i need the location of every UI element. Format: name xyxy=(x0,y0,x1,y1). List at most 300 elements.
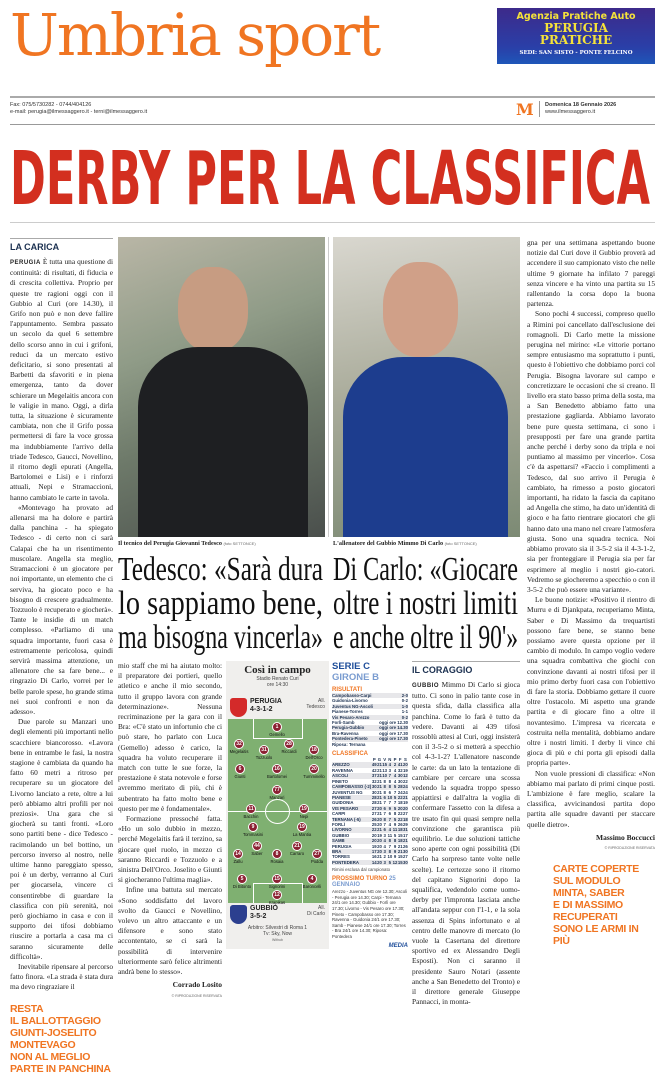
team-module: 3-5-2 xyxy=(250,913,267,920)
column-header: G xyxy=(377,757,382,763)
stat-cell: 13 xyxy=(382,767,388,773)
team-cell: PERUGIA xyxy=(332,843,352,849)
column-header: N xyxy=(388,757,392,763)
stat-cell: 4 xyxy=(383,843,386,849)
team-cell: BRA xyxy=(332,848,342,854)
stat-cell: 49 xyxy=(371,762,377,768)
stat-cell: 2 xyxy=(383,854,386,860)
title-row xyxy=(118,551,520,655)
stat-cell: 5 xyxy=(388,859,392,865)
match: Juventus NG-Ascoli xyxy=(332,703,373,709)
paragraph: una squadra importante, fuori casa è estremamente pericolosa, quindi servirà massima attenzione, un allenatore che sa fare bene... e ringrazio Di Carlo, vorrei per le belle parole spese, ho grande stima nei suoi confronti e non da adesso». xyxy=(10,625,113,716)
stat-cell: 4 xyxy=(388,821,392,827)
team-name: PERUGIA xyxy=(250,698,282,705)
left-article-column xyxy=(10,228,113,1075)
player-home xyxy=(240,804,262,819)
player-number: 16 xyxy=(272,764,282,774)
main-headline xyxy=(10,134,655,212)
stat-cell: 4 xyxy=(388,762,392,768)
photo-tedesco xyxy=(118,237,325,537)
player-number: 9 xyxy=(248,822,258,832)
stat-cell: 8 xyxy=(393,811,397,817)
title-line: Di Carlo: «Giocare xyxy=(333,551,518,588)
player-number: 19 xyxy=(299,804,309,814)
stat-cell: 21 xyxy=(403,838,408,844)
stat-cell: 7 xyxy=(388,816,392,822)
stat-cell: 3 xyxy=(383,848,386,854)
player-name: Tommasini xyxy=(242,832,263,837)
bottom-row xyxy=(118,661,520,1008)
paragraph: Mimmo Di Carlo si gioca tutto. Ci sono in palio tante cose in questa sfida, dalla classifica alla panchina. Come lo farà è tutto da vedere. Davanti ai 439 tifosi rossoblù attesi al Curi, oggi insisterà con il 3-5-2 o si metterà a specchio col 4-3-1-2? L'allenatore nasconde le carte: da un lato la tentazione di cambiare per cercare una scossa vedendo la squadra troppo spesso appiattirsi e dall'altra la voglia di confermare l'assetto con la difesa a tre usato fin qui quasi sempre nella convinzione che garantisca più equilibrio. Le due soluzioni tattiche sono aperte con ogni possibilità (Di Carlo ha sorpreso tante volte nelle scelte). Le certezze sono il ritorno del capitano Signorini dopo la squalifica, vedendolo come uomo-derby per l'impronta lasciata anche all'andata seppur con l'1-1, e la sola assenza di Spins infortunato e al centro delle manovre di mercato (lo vuole la Casertana del direttore sportivo ed ex Alessandro Degli Esposti). Non ci saranno il presidente Sauro Notari (assente anche a San Benedetto del Tronto) e il direttore generale Giuseppe Pannacci, in monta- xyxy=(412,680,520,1007)
caption-row xyxy=(118,537,520,548)
player-name: Bacchin xyxy=(243,814,259,819)
rights: © RIPRODUZIONE RISERVATA xyxy=(171,993,222,998)
callout-line: SONO LE ARMI IN PIÙ xyxy=(553,923,639,948)
title-line: e anche oltre il 90'» xyxy=(333,619,518,655)
stat-cell: 30 xyxy=(371,784,377,790)
stat-cell: 32 xyxy=(371,778,377,784)
player-number: 31 xyxy=(259,745,269,755)
player-name: Manzari xyxy=(269,795,285,800)
results-list xyxy=(332,693,408,747)
score: 1-0 xyxy=(401,703,408,709)
coach-label: All. xyxy=(318,905,325,911)
ad-line: Agenzia Pratiche Auto xyxy=(516,11,636,22)
masthead-title: Umbria sport xyxy=(10,1,380,69)
divider xyxy=(10,124,655,125)
match: Forlì-Samb xyxy=(332,720,355,726)
stat-cell: 18 xyxy=(397,827,403,833)
stat-cell: 27 xyxy=(371,811,377,817)
player-home xyxy=(303,764,325,779)
match: Bra-Ravenna xyxy=(332,730,359,736)
section-label: LA CARICA xyxy=(10,238,113,252)
callout-line: GIUNTI-JOSELITO xyxy=(10,1026,97,1039)
paragraph: Non vuole pressioni di classifica: «Non abbiamo mai parlato di primi cinque posti. L'ambizione è fare meglio, scalare la classifica, avvicinandosi partita dopo partita alle squadre davanti per staccare quelle dietro». xyxy=(527,768,655,829)
player-name: Dell'Orco xyxy=(305,755,323,760)
player-name: Riccardi xyxy=(281,749,297,754)
team-cell: GUBBIO xyxy=(332,832,350,838)
standings-label: CLASSIFICA xyxy=(332,751,368,758)
result-row xyxy=(332,742,408,747)
stat-cell: 8 xyxy=(393,838,397,844)
stat-cell: 21 xyxy=(377,773,382,779)
team-cell: LIVORNO xyxy=(332,827,352,833)
score: oggi ore 17.30 xyxy=(379,730,408,736)
column-header: P xyxy=(393,757,397,763)
stat-cell: 28 xyxy=(371,800,377,806)
stat-cell: 20 xyxy=(397,805,403,811)
player-name: Signorini xyxy=(268,884,286,889)
stat-cell: 6 xyxy=(383,805,386,811)
stat-cell: 6 xyxy=(383,827,386,833)
coach-label: All. xyxy=(318,698,325,704)
player-number: 4 xyxy=(307,874,317,884)
standings-row xyxy=(332,860,408,865)
team-cell: ASCOLI xyxy=(332,773,349,779)
player-number: 12 xyxy=(272,890,282,900)
stat-cell: 20 xyxy=(371,838,377,844)
stat-cell: 20 xyxy=(377,848,382,854)
stat-cell: 20 xyxy=(371,832,377,838)
player-name: Megelaitis xyxy=(229,749,249,754)
stat-cell: 8 xyxy=(388,848,392,854)
stat-cell: 4 xyxy=(393,773,397,779)
stat-cell: 24 xyxy=(403,784,408,790)
right-article-column xyxy=(412,661,520,1008)
match: Campobasso-Carpi xyxy=(332,693,372,698)
left-article-text xyxy=(10,257,113,993)
stat-cell: 21 xyxy=(377,778,382,784)
stat-cell: 3 xyxy=(388,767,392,773)
stat-cell: 4 xyxy=(383,838,386,844)
author: Corrado Losito xyxy=(172,980,222,990)
stat-cell: 2 xyxy=(393,762,397,768)
stat-cell: 27 xyxy=(403,854,408,860)
callout-line: MINTA, SABER xyxy=(553,887,625,900)
stat-cell: 28 xyxy=(397,784,403,790)
stat-cell: 9 xyxy=(393,821,397,827)
paragraph: Due parole su xyxy=(18,717,67,727)
stat-cell: 21 xyxy=(377,800,382,806)
divider xyxy=(10,96,655,98)
serie-c-box xyxy=(332,661,408,949)
callout-line: E DI MASSIMO xyxy=(553,899,623,912)
player-name: Rosaia xyxy=(270,859,284,864)
stat-cell: 4 xyxy=(393,767,397,773)
standings-note: Rimini esclusa dal campionato xyxy=(332,867,391,873)
column-header: S xyxy=(403,757,407,763)
stat-cell: 28 xyxy=(371,794,377,800)
main-headline-text: DERBY PER LA CLASSIFICA xyxy=(10,136,650,212)
paragraph: gna per una settimana aspettando buone notizie dal Curi dove il Gubbio proverà ad accendere il suo campionato visto che nelle ultime 9 giornate ha infilato 7 pareggi senza vincere e ha vinto una partita su 15 rallentando la corsa dopo la buona partenza. xyxy=(527,238,655,309)
match: Perugia-Gubbio xyxy=(332,725,365,731)
stat-cell: 5 xyxy=(393,805,397,811)
paragraph: Manzari uno degli elementi più importanti nello scacchiere biancorosso. «Lavora bene in entrambe le fasi, la nostra stagione è cambiata da quando ha fatto 60 metri a ritroso per recuperare su un giocatore del Livorno lanciato a rete, oltre a lui però abbiamo altri profili per noi preziosi». Una gara che si giocherà su tanti fronti. «Loro sono partiti bene - dice Tedesco - racimolando un bel bottino, un percorso inverso al nostro, nelle ultime hanno pareggiato spesso, poi è un derby, verranno al Curi per giocarsela, vincere ci consentirebbe di guardare la classifica con più serenità, noi però giochiamo in casa e con il supporto dei tifosi dobbiamo riuscire a portarla a casa ma ci saranno sicuramente delle difficoltà». xyxy=(10,717,113,961)
stat-cell: 18 xyxy=(403,816,408,822)
team-module: 4-3-1-2 xyxy=(250,706,273,713)
team-cell: FORLÌ xyxy=(332,821,345,827)
stat-cell: 8 xyxy=(383,816,386,822)
stat-cell: 22 xyxy=(371,827,377,833)
player-name: Gemello xyxy=(269,732,285,737)
stat-cell: 8 xyxy=(388,778,392,784)
stat-cell: 7 xyxy=(393,789,397,795)
caption-text: L'allenatore del Gubbio Mimmo Di Carlo xyxy=(333,540,444,547)
stat-cell: 21 xyxy=(377,811,382,817)
home-team xyxy=(230,698,325,718)
team-cell: PIANESE xyxy=(332,794,351,800)
player-name: Zallu xyxy=(233,859,243,864)
stat-cell: 22 xyxy=(403,778,408,784)
stat-cell: 20 xyxy=(377,838,382,844)
score: 1-1 xyxy=(401,709,408,715)
team-cell: CAMPOBASSO (-2) xyxy=(332,784,372,790)
player-home xyxy=(229,764,251,779)
media-credit: MEDIA xyxy=(388,942,408,949)
stat-cell: 11 xyxy=(387,832,393,838)
caption-text: Il tecnico del Perugia Giovanni Tedesco xyxy=(118,540,222,547)
stat-cell: 9 xyxy=(393,854,397,860)
callout-line: IL BALLOTTAGGIO xyxy=(10,1014,101,1027)
stat-cell: 17 xyxy=(403,832,408,838)
stat-cell: 14 xyxy=(371,859,377,865)
stat-cell: 21 xyxy=(377,762,382,768)
player-name: Podda xyxy=(310,859,324,864)
player-home xyxy=(293,804,315,819)
paragraph: Le buone notizie: «Positivo il rientro di Murru e di Djankpata, recuperiamo Minta, Saber e Di Massimo da trequartisti possono fare bene, xyxy=(527,595,655,635)
stat-cell: 19 xyxy=(403,767,408,773)
player-name: Giunti xyxy=(234,774,246,779)
stat-cell: 21 xyxy=(397,848,403,854)
photo-caption xyxy=(333,540,520,548)
photo-caption xyxy=(118,540,325,548)
stat-cell: 15 xyxy=(397,854,403,860)
stat-cell: 21 xyxy=(377,794,382,800)
photo-di-carlo xyxy=(333,237,520,537)
league-name: SERIE C xyxy=(332,661,371,672)
paragraph: Sono pochi 4 successi, compreso quello a Rimini poi cancellato dall'esclusione dei romagnoli. Di Carlo mette la missione perugina nel mirino: «Le vittorie portano sempre entusiasmo ma soprattutto i punti, questo è l'obiettivo che dobbiamo porci col Perugia. Bisogna lavorare sul campo e concretizzare le occasioni che si creano. Il livello era stato basso prima della sosta, ma a San Benedetto abbiamo fatto una prestazione gagliarda. Abbiamo lavorato bene pure questa settimana, ci sono i presupposti per fare una grande partita anche perché i derby sono da tripla e noi puntiamo al massimo per vincerlo». Cosa c'è da aspettarsi? «Faccio i complimenti a Tedesco, dal suo arrivo il Perugia è cambiato, ha rimesso a posto giocatori importanti, ha ridato la fascia da capitano ad Angella che stimo, ha dato un'identità di gioco e ha fatto rientrare giocatori che gli hanno dato una mano nel creare l'atmosfera giusta. Sono una squadra tecnica. Noi abbiamo provato sia il 3-5-2 sia il 4-3-1-2, sia per fronteggiare il Perugia sia per far esprimere al meglio i nostri gio- xyxy=(527,309,655,574)
stat-cell: 20 xyxy=(377,843,382,849)
callout-line: RECUPERATI xyxy=(553,911,618,924)
player-number: 32 xyxy=(234,739,244,749)
dateline xyxy=(545,102,616,116)
player-number: 27 xyxy=(312,849,322,859)
player-number: 6 xyxy=(235,764,245,774)
team-cell: TORRES xyxy=(332,854,350,860)
kickoff: ore 14:30 xyxy=(266,682,289,688)
stat-cell: 24 xyxy=(403,789,408,795)
stadium: Stadio Renato Curi xyxy=(256,676,299,682)
player-away xyxy=(266,849,288,864)
stat-cell: 30 xyxy=(371,789,377,795)
lineup-box xyxy=(226,661,329,949)
next-round-label: PROSSIMO TURNO xyxy=(332,876,388,883)
standings-table xyxy=(332,757,408,865)
contacts xyxy=(10,102,147,116)
next-round-fixtures: Arezzo - Juventus NG ore 12.30; Ascoli - Perugia ore 14.30; Carpi - Ternana 24/1 ore 14.30; Gubbio - Forlì ore 17.30; Livorno - Vis Pesaro ore 17.30; Pineto - Campobasso ore 17.30; Ravenna - Guidonia 24/1 ore 17.30; Samb - Pianese 24/1 ore 17.30; Torres - Bra 24/1 ore 14.30; Riposa: Pontedera xyxy=(332,889,407,939)
paragraph: mio staff che mi ha aiutato molto: il preparatore dei portieri, quello atletico e anche il mio secondo, tutto il gruppo lavora con grande determinazione». Nessuna recriminazione per la gara con il Bra: «C'è stato un infortunio che ci può stare, ho parlato con Luca (Gemello) adesso è carico, la squadra ha voluto recuperare il match con tutte le sue forze, la prestazione è stata notevole e forse avremmo meritato di più, chi è subentrato ha fatto molto bene e questo per me è fondamentale». xyxy=(118,661,222,813)
stat-cell: 42 xyxy=(371,767,377,773)
coach: Tedesco xyxy=(306,704,325,710)
website: www.ilmessaggero.it xyxy=(545,109,596,115)
score: 0-2 xyxy=(401,714,408,720)
stat-cell: 30 xyxy=(403,859,408,865)
stat-cell: 7 xyxy=(388,773,392,779)
stat-cell: 15 xyxy=(397,832,403,838)
player-number: 18 xyxy=(309,745,319,755)
stat-cell: 26 xyxy=(403,843,408,849)
stat-cell: 9 xyxy=(388,805,392,811)
team-name: GUBBIO xyxy=(250,905,278,912)
player-number: 44 xyxy=(252,841,262,851)
stat-cell: 4 xyxy=(388,827,392,833)
player-home xyxy=(253,745,275,760)
stat-cell: 10 xyxy=(382,773,388,779)
player-name: Nepi xyxy=(299,814,309,819)
player-away xyxy=(231,874,253,889)
stat-cell: 21 xyxy=(377,789,382,795)
stat-cell: 21 xyxy=(403,794,408,800)
player-name: Krapikas xyxy=(268,900,286,905)
stat-cell: 5 xyxy=(393,794,397,800)
column-header: P xyxy=(372,757,376,763)
stat-cell: 21 xyxy=(377,854,382,860)
stat-cell: 7 xyxy=(383,811,386,817)
away-team xyxy=(230,905,325,925)
team-cell: PINETO xyxy=(332,778,348,784)
stat-cell: 7 xyxy=(393,800,397,806)
stat-cell: 22 xyxy=(397,816,403,822)
player-number: 19 xyxy=(297,822,307,832)
callout-line: CARTE COPERTE xyxy=(553,863,639,876)
player-away xyxy=(306,849,328,864)
team-cell: AREZZO xyxy=(332,762,350,768)
stat-cell: 3 xyxy=(383,859,386,865)
paragraph: Formazione pressoché fatta. «Ho un solo dubbio in mezzo, perché Megelaitis farà il terzino, sa giocare quel ruolo, in mezzo ci saranno Riccardi e Tozzuolo e a sinistra Dell'Orco. Joselito e Giunti si giocheranno l'ultima maglia». xyxy=(118,814,222,885)
stat-cell: 8 xyxy=(388,838,392,844)
stat-cell: 22 xyxy=(397,811,403,817)
team-cell: CARPI xyxy=(332,811,346,817)
stat-cell: 27 xyxy=(371,805,377,811)
match: Vis Pesaro-Arezzo xyxy=(332,714,370,720)
stat-cell: 7 xyxy=(388,843,392,849)
referee: Arbitro: Silvestri di Roma 1 xyxy=(247,925,308,931)
stat-cell: 6 xyxy=(383,794,386,800)
coach: Di Carlo xyxy=(306,911,325,917)
player-number: 21 xyxy=(292,841,302,851)
fax: Fax: 075/5730282 - 0744/404126 xyxy=(10,102,92,108)
stat-cell: 30 xyxy=(397,778,403,784)
stat-cell: 30 xyxy=(403,848,408,854)
title-line: Tedesco: «Sarà dura xyxy=(118,551,323,588)
player-name: Di Bitonto xyxy=(232,884,252,889)
match: Pianese-Torres xyxy=(332,709,363,715)
player-home xyxy=(266,722,288,737)
stat-cell: 12 xyxy=(392,859,398,865)
title-line: oltre i nostri limiti xyxy=(333,585,518,622)
stat-cell: 4 xyxy=(393,778,397,784)
section-label: IL CORAGGIO xyxy=(412,661,520,675)
player-number: 77 xyxy=(272,785,282,795)
player-name: Tumminello xyxy=(303,774,325,779)
messaggero-logo: M xyxy=(516,100,534,119)
player-number: 8 xyxy=(272,849,282,859)
team-cell: VIS PESARO xyxy=(332,805,359,811)
match: Guidonia-Livorno xyxy=(332,698,368,704)
team-cell: TERNANA (-5) xyxy=(332,816,361,822)
stat-cell: 8 xyxy=(388,784,392,790)
player-home xyxy=(266,785,288,800)
player-away xyxy=(301,874,323,889)
photo-row xyxy=(118,237,520,537)
stat-cell: 31 xyxy=(403,827,408,833)
page-body xyxy=(10,228,655,1075)
stat-cell: 17 xyxy=(371,848,377,854)
graphic-credit: Withub xyxy=(272,938,283,942)
player-number: 28 xyxy=(284,739,294,749)
stat-cell: 21 xyxy=(397,843,403,849)
callout-line: MONTEVAGO xyxy=(10,1038,76,1051)
team-cell: PONTEDERA xyxy=(332,859,359,865)
match: Riposa: Ternana xyxy=(332,741,366,747)
stat-cell: 18 xyxy=(397,800,403,806)
stat-cell: 19 xyxy=(403,800,408,806)
email: e-mail: perugia@ilmessaggero.it - terni@ilmessaggero.it xyxy=(10,109,148,115)
stat-cell: 10 xyxy=(387,854,393,860)
ad-line: SEDI: SAN SISTO - PONTE FELCINO xyxy=(519,50,633,56)
left-article-end xyxy=(118,661,222,1001)
player-name: Saber xyxy=(251,851,263,856)
stat-cell: 26 xyxy=(371,816,377,822)
paragraph: È tutta una questione di continuità: di risultati, di fiducia e di crescita collettiva. Proprio per queste tre ragioni oggi con il Gubbio al Curi (ore 14.30), il Grifo non può e non deve fallire l'appuntamento. Sembra passato un secolo da quel 6 settembre dello scorso anno in cui i grifoni, reduci da un mercato estivo deficitario, si sono presentati al Barbetti da sfavoriti e in piena emergenza, tanto da dover schierare un Megelaitis ancora con le valigie in mano. Oggi, a dirla tutta, la situazione è sicuramente cambiata, non che il Grifo possa permettersi di fare la voce grossa ma indubbiamente l'arrivo della triade Tedesco, Gaucci, Novellino, il ritorno degli epurati (Angella, Bartolomei e Lisi) e i rinforzi attuali, Nepi e Stramaccioni, hanno cambiato le carte in tavola. xyxy=(10,257,113,502)
paragraph: catori. Vedremo se giocheremo a specchio o con il 3-5-2 che può essere una variante». xyxy=(527,564,655,594)
team-cell: RAVENNA xyxy=(332,767,353,773)
stat-cell: 30 xyxy=(397,773,403,779)
advertisement[interactable] xyxy=(497,8,655,64)
stat-cell: 6 xyxy=(388,811,392,817)
right-big-title xyxy=(333,551,520,655)
stat-cell: 6 xyxy=(388,789,392,795)
stat-cell: 5 xyxy=(393,784,397,790)
callout-line: NON AL MEGLIO xyxy=(10,1050,91,1063)
stat-cell: 5 xyxy=(393,816,397,822)
stat-cell: 20 xyxy=(377,859,382,865)
callout-line: RESTA xyxy=(10,1002,44,1015)
lineup-title: Così in campo xyxy=(244,664,311,676)
right-callout xyxy=(527,863,655,947)
results-label: RISULTATI xyxy=(332,687,362,693)
stat-cell: 27 xyxy=(403,811,408,817)
stat-cell: 25 xyxy=(371,821,377,827)
player-name: Tozzuolo xyxy=(255,755,273,760)
stat-cell: 7 xyxy=(383,800,386,806)
stat-cell: 9 xyxy=(393,848,397,854)
stat-cell: 9 xyxy=(393,843,397,849)
team-cell: JUVENTUS NG xyxy=(332,789,363,795)
column-header: F xyxy=(398,757,402,763)
player-number: 14 xyxy=(233,849,243,859)
player-away xyxy=(266,890,288,905)
paragraph: Infine una battuta sul mercato «Sono soddisfatto del lavoro svolto da Gaucci e Novellino, volevo un altro attaccante e un difensore e sono stato accontentato, se ci sarà la possibilità di intervenire ulteriormente sarò felice altrimenti andrà bene lo stesso». xyxy=(118,885,222,977)
kicker: PERUGIA xyxy=(10,260,41,266)
player-name: Carraro xyxy=(289,851,305,856)
stat-cell: 21 xyxy=(377,767,382,773)
score: oggi ore 12.30 xyxy=(379,720,408,726)
stat-cell: 20 xyxy=(403,762,408,768)
player-number: 5 xyxy=(237,874,247,884)
stat-cell: 18 xyxy=(397,838,403,844)
author: Massimo Boccucci xyxy=(596,832,655,842)
match: Pontedera-Pineto xyxy=(332,736,368,742)
player-name: Baroncelli xyxy=(302,884,322,889)
group-name: GIRONE B xyxy=(332,672,379,683)
callout-line: SUL MODULO xyxy=(553,875,621,888)
stat-cell: 19 xyxy=(377,832,382,838)
next-round-date: 25 GENNAIO xyxy=(332,876,396,889)
stat-cell: 37 xyxy=(371,773,377,779)
player-home xyxy=(303,745,325,760)
perugia-crest-icon xyxy=(230,698,247,717)
player-away xyxy=(286,841,308,856)
rights: © RIPRODUZIONE RISERVATA xyxy=(604,845,655,850)
player-number: 20 xyxy=(309,764,319,774)
player-home xyxy=(266,764,288,779)
paragraph: se stanno bene possiamo avere questa opzione per il cambio di modulo. In campo voglio vedere una squadra combattiva che giochi con convinzione davanti ai nostri tifosi per il mio primo derby fuori casa con l'obiettivo di fare la storia. Dobbiamo gettare il cuore oltre l'ostacolo. Mi aspetto una grande partita e di giocare fino a oltre il novantesimo. L'impresa va ricercata e costruita nella mentalità, dobbiamo andare oltre i nostri limiti. I derby li vince chi gioca di più e chi porta gli episodi dalla propria parte». xyxy=(527,625,655,768)
team-cell: GUIDONIA xyxy=(332,800,354,806)
player-number: 1 xyxy=(272,722,282,732)
stat-cell: 7 xyxy=(383,821,386,827)
